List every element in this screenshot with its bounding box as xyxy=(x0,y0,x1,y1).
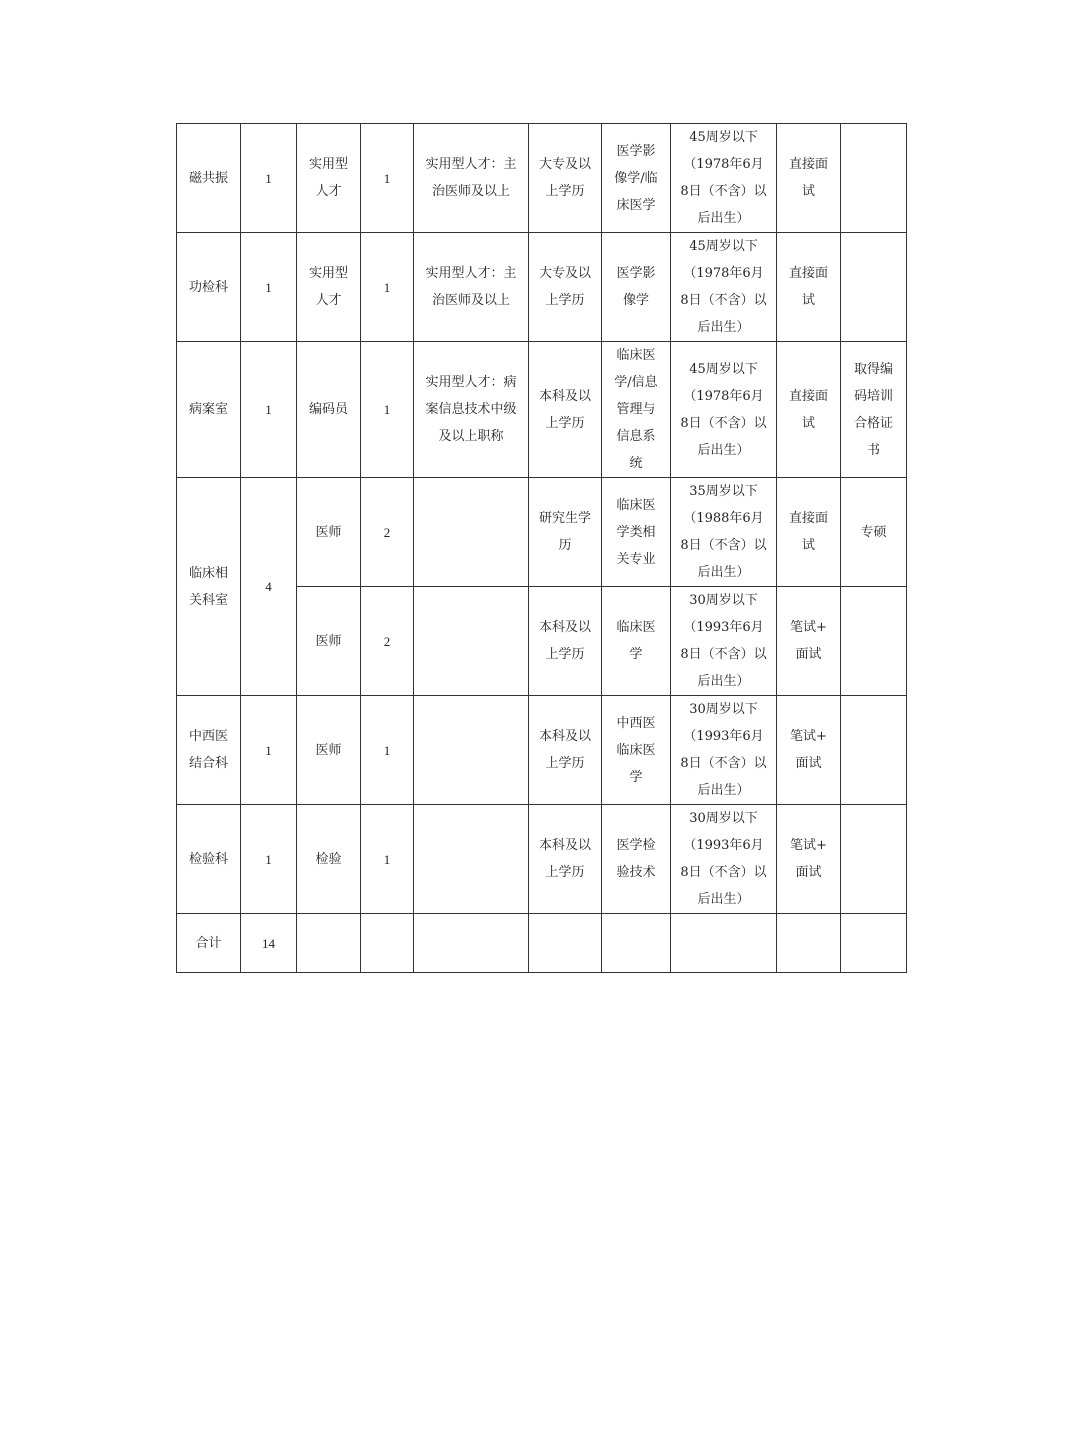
age-cell: 45周岁以下 （1978年6月 8日（不含）以 后出生） xyxy=(671,233,777,342)
age-cell: 30周岁以下 （1993年6月 8日（不含）以 后出生） xyxy=(671,587,777,696)
table-row xyxy=(177,696,907,805)
major-cell: 中西医 临床医 学 xyxy=(602,696,671,805)
dept-count-cell: 1 xyxy=(241,696,297,805)
post-cell: 实用型 人才 xyxy=(297,124,361,233)
table-row xyxy=(177,478,907,587)
requirement-cell: 实用型人才：病 案信息技术中级 及以上职称 xyxy=(414,342,529,478)
major-cell: 临床医 学类相 关专业 xyxy=(602,478,671,587)
empty-cell xyxy=(529,914,602,973)
remark-cell xyxy=(841,696,907,805)
age-cell: 35周岁以下 （1988年6月 8日（不含）以 后出生） xyxy=(671,478,777,587)
post-cell: 编码员 xyxy=(297,342,361,478)
remark-cell: 取得编 码培训 合格证 书 xyxy=(841,342,907,478)
total-label: 合计 xyxy=(177,914,241,973)
education-cell: 大专及以 上学历 xyxy=(529,233,602,342)
dept-count-cell: 1 xyxy=(241,233,297,342)
dept-cell: 磁共振 xyxy=(177,124,241,233)
age-cell: 45周岁以下 （1978年6月 8日（不含）以 后出生） xyxy=(671,124,777,233)
remark-cell: 专硕 xyxy=(841,478,907,587)
education-cell: 大专及以 上学历 xyxy=(529,124,602,233)
dept-count-cell: 1 xyxy=(241,805,297,914)
total-row xyxy=(177,914,907,973)
remark-cell xyxy=(841,805,907,914)
dept-cell: 功检科 xyxy=(177,233,241,342)
dept-cell: 临床相 关科室 xyxy=(177,478,241,696)
major-cell: 临床医 学/信息 管理与 信息系 统 xyxy=(602,342,671,478)
remark-cell xyxy=(841,124,907,233)
education-cell: 本科及以 上学历 xyxy=(529,587,602,696)
post-cell: 检验 xyxy=(297,805,361,914)
requirement-cell: 实用型人才：主 治医师及以上 xyxy=(414,233,529,342)
post-cell: 实用型 人才 xyxy=(297,233,361,342)
post-count-cell: 2 xyxy=(361,587,414,696)
post-cell: 医师 xyxy=(297,696,361,805)
remark-cell xyxy=(841,233,907,342)
empty-cell xyxy=(297,914,361,973)
empty-cell xyxy=(777,914,841,973)
empty-cell xyxy=(361,914,414,973)
post-count-cell: 1 xyxy=(361,233,414,342)
table-row xyxy=(177,342,907,478)
method-cell: 直接面 试 xyxy=(777,124,841,233)
major-cell: 临床医 学 xyxy=(602,587,671,696)
table-row xyxy=(177,805,907,914)
education-cell: 本科及以 上学历 xyxy=(529,805,602,914)
empty-cell xyxy=(602,914,671,973)
post-count-cell: 2 xyxy=(361,478,414,587)
requirement-cell xyxy=(414,696,529,805)
method-cell: 直接面 试 xyxy=(777,342,841,478)
age-cell: 30周岁以下 （1993年6月 8日（不含）以 后出生） xyxy=(671,805,777,914)
post-cell: 医师 xyxy=(297,587,361,696)
empty-cell xyxy=(414,914,529,973)
method-cell: 笔试+ 面试 xyxy=(777,805,841,914)
requirement-cell: 实用型人才：主 治医师及以上 xyxy=(414,124,529,233)
method-cell: 笔试+ 面试 xyxy=(777,696,841,805)
post-cell: 医师 xyxy=(297,478,361,587)
post-count-cell: 1 xyxy=(361,805,414,914)
post-count-cell: 1 xyxy=(361,124,414,233)
dept-count-cell: 1 xyxy=(241,342,297,478)
requirement-cell xyxy=(414,478,529,587)
major-cell: 医学检 验技术 xyxy=(602,805,671,914)
empty-cell xyxy=(841,914,907,973)
remark-cell xyxy=(841,587,907,696)
age-cell: 45周岁以下 （1978年6月 8日（不含）以 后出生） xyxy=(671,342,777,478)
post-count-cell: 1 xyxy=(361,696,414,805)
method-cell: 直接面 试 xyxy=(777,478,841,587)
recruitment-table xyxy=(176,123,907,973)
education-cell: 本科及以 上学历 xyxy=(529,342,602,478)
major-cell: 医学影 像学/临 床医学 xyxy=(602,124,671,233)
table-row xyxy=(177,233,907,342)
dept-cell: 检验科 xyxy=(177,805,241,914)
dept-cell: 中西医 结合科 xyxy=(177,696,241,805)
education-cell: 研究生学 历 xyxy=(529,478,602,587)
dept-count-cell: 4 xyxy=(241,478,297,696)
method-cell: 直接面 试 xyxy=(777,233,841,342)
age-cell: 30周岁以下 （1993年6月 8日（不含）以 后出生） xyxy=(671,696,777,805)
dept-count-cell: 1 xyxy=(241,124,297,233)
education-cell: 本科及以 上学历 xyxy=(529,696,602,805)
total-count: 14 xyxy=(241,914,297,973)
empty-cell xyxy=(671,914,777,973)
major-cell: 医学影 像学 xyxy=(602,233,671,342)
requirement-cell xyxy=(414,805,529,914)
post-count-cell: 1 xyxy=(361,342,414,478)
dept-cell: 病案室 xyxy=(177,342,241,478)
table-row xyxy=(177,124,907,233)
method-cell: 笔试+ 面试 xyxy=(777,587,841,696)
requirement-cell xyxy=(414,587,529,696)
